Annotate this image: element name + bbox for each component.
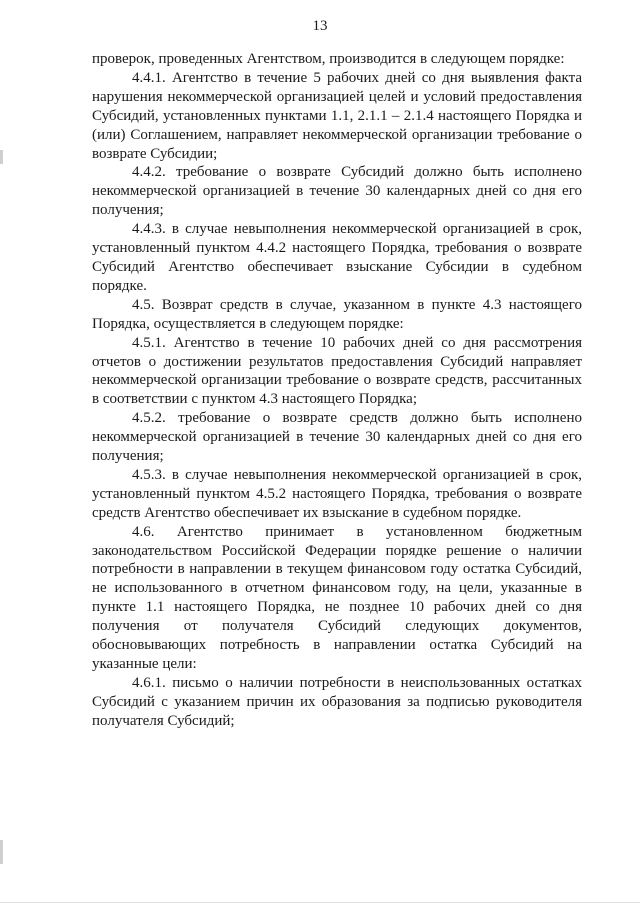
scan-bottom-edge <box>0 902 640 903</box>
scan-edge-mark-top <box>0 150 3 164</box>
paragraph-4-4-2: 4.4.2. требование о возврате Субсидий должно быть исполнено некоммерческой организацией в течение 30 календарных дней со дня его получения; <box>92 164 582 219</box>
paragraph-4-4-3: 4.4.3. в случае невыполнения некоммерческой организацией в срок, установленный пунктом 4.4.2 настоящего Порядка, требования о возврате Субсидий Агентство обеспечивает взыскание Субсидии в судебном порядке. <box>92 221 582 294</box>
paragraph-4-5-1: 4.5.1. Агентство в течение 10 рабочих дней со дня рассмотрения отчетов о достижении результатов предоставления Субсидий направляет некоммерческой организации требование о возврате средств, рассчитанных в соответствии с пунктом 4.3 настоящего Порядка; <box>92 334 582 408</box>
paragraph-4-6: 4.6. Агентство принимает в установленном бюджетным законодательством Российской Федерации порядке решение о наличии потребности в направлении в текущем финансовом году остатка Субсидий, не использованного в отчетном финансовом году, на цели, указанные в пункте 1.1 настоящего Порядка, не позднее 10 рабочих дней со дня получения от получателя Субсидий следующих документов, обосновывающих потребность в направлении остатка Субсидий на указанные цели: <box>92 523 582 672</box>
document-body <box>92 50 582 731</box>
paragraph-continuation: проверок, проведенных Агентством, производится в следующем порядке: <box>92 51 565 67</box>
scan-edge-mark-bottom <box>0 840 3 864</box>
paragraph-4-5: 4.5. Возврат средств в случае, указанном в пункте 4.3 настоящего Порядка, осуществляется в следующем порядке: <box>92 296 582 332</box>
paragraph-4-6-1: 4.6.1. письмо о наличии потребности в неиспользованных остатках Субсидий с указанием причин их образования за подписью руководителя получателя Субсидий; <box>92 674 582 729</box>
paragraph-4-5-2: 4.5.2. требование о возврате средств должно быть исполнено некоммерческой организацией в течение 30 календарных дней со дня его получения; <box>92 410 582 465</box>
paragraph-4-4-1: 4.4.1. Агентство в течение 5 рабочих дней со дня выявления факта нарушения некоммерческой организацией целей и условий предоставления Субсидий, установленных пунктами 1.1, 2.1.1 – 2.1.4 настоящего Порядка и (или) Соглашением, направляет некоммерческой организации требование о возврате Субсидии; <box>92 69 582 162</box>
page-number: 13 <box>312 18 328 34</box>
paragraph-4-5-3: 4.5.3. в случае невыполнения некоммерческой организацией в срок, установленный пунктом 4.5.2 настоящего Порядка, требования о возврате средств Агентство обеспечивает их взыскание в судебном порядке. <box>92 466 582 521</box>
